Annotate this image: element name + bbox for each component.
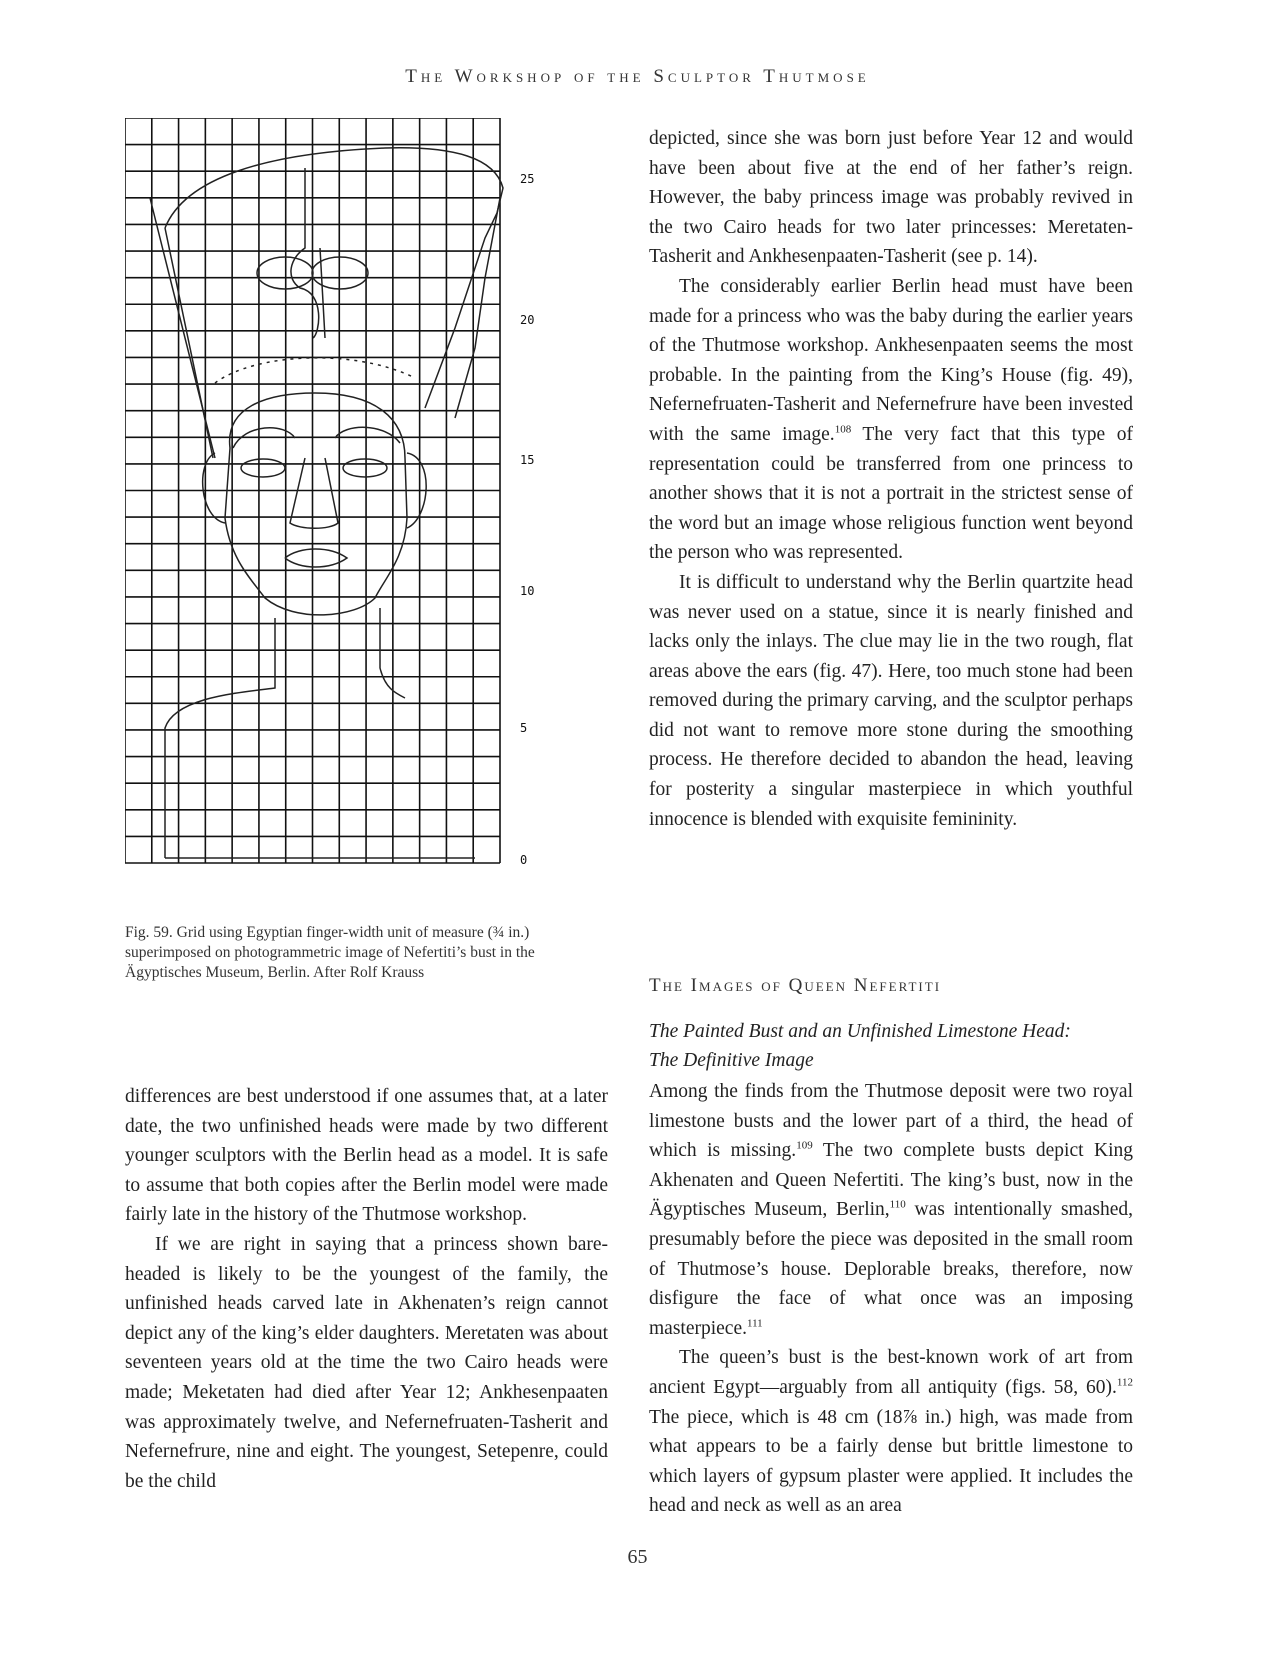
face-outline: [225, 393, 407, 615]
footnote-ref: 109: [796, 1139, 813, 1152]
grid-label-15: 15: [520, 453, 535, 467]
figure-grid-bust: [125, 118, 645, 918]
grid-label-0: 0: [520, 853, 528, 867]
paragraph: differences are best understood if one assumes that, at a later date, the two unfinished heads were made by two different younger sculptors with the Berlin head as a model. It is safe to assume that both copies after the Berlin model were made fairly late in the history of the Thutmose workshop.: [125, 1086, 608, 1226]
paragraph: Among the finds from the Thutmose deposit were two royal limestone busts and the lower part of a third, the head of which is missing.$^{109}$ The two complete busts depict King Akhenaten and Queen Nefertiti. The king’s bust, now in the Ägyptisches Museum, Berlin,$^{110}$ was intentionally smashed, presumably before the piece was deposited in the small room of Thutmose’s house. Deplorable breaks, therefore, now disfigure the face of what once was an imposing masterpiece.$^{111}$: [649, 1081, 1133, 1339]
grid-drawing: [125, 118, 645, 868]
uraeus: [291, 168, 325, 338]
footnote-ref: 110: [889, 1198, 906, 1211]
page-number: 65: [627, 1546, 648, 1568]
figure-caption: Fig. 59. Grid using Egyptian finger-width unit of measure (¾ in.) superimposed on photogrammetric image of Nefertiti’s bust in the Ägyptisches Museum, Berlin. After Rolf Krauss: [125, 924, 535, 981]
paragraph: depicted, since she was born just before Year 12 and would have been about five at the end of her father’s reign. However, the baby princess image was probably revived in the two Cairo heads for two later princesses: Meretaten-Tasherit and Ankhesenpaaten-Tasherit (see p. 14).: [649, 128, 1133, 268]
right-column-top: [649, 124, 1133, 834]
running-head: The Workshop of the Sculptor Thutmose: [405, 66, 870, 87]
diadem-band: [215, 358, 415, 383]
right-column-bottom: [649, 1077, 1133, 1521]
mouth: [285, 549, 347, 567]
footnote-ref: 112: [1116, 1376, 1133, 1389]
left-column: [125, 1082, 608, 1496]
grid-label-5: 5: [520, 721, 528, 735]
subheading: The Painted Bust and an Unfinished Limestone Head: The Definitive Image: [649, 1021, 1071, 1071]
footnote-ref: 111: [747, 1317, 763, 1330]
paragraph: The considerably earlier Berlin head must have been made for a princess who was the baby during the earlier years of the Thutmose workshop. Ankhesenpaaten seems the most probable. In the painting from the King’s House (fig. 49), Nefernefruaten-Tasherit and Nefernefrure have been invested with the same image.$^{108}$ The very fact that this type of representation could be transferred from one princess to another shows that it is not a portrait in the strictest sense of the word but an image whose religious function went beyond the person who was represented.: [649, 275, 1133, 564]
paragraph: The queen’s bust is the best-known work of art from ancient Egypt—arguably from all antiquity (figs. 58, 60).$^{112}$ The piece, which is 48 cm (18⅞ in.) high, was made from what appears to be a fairly dense but brittle limestone to which layers of gypsum plaster were applied. It includes the head and neck as well as an area: [649, 1347, 1133, 1517]
paragraph: If we are right in saying that a princess shown bare-headed is likely to be the youngest of the family, the unfinished heads carved late in Akhenaten’s reign cannot depict any of the king’s elder daughters. Meretaten was about seventeen years old at the time the two Cairo heads were made; Meketaten had died after Year 12; Ankhesenpaaten was approximately twelve, and Nefernefruaten-Tasherit and Nefernefrure, nine and eight. The youngest, Setepenre, could be the child: [125, 1233, 608, 1492]
right-brow: [335, 427, 400, 443]
footnote-ref: 108: [834, 423, 852, 436]
paragraph: It is difficult to understand why the Berlin quartzite head was never used on a statue, since it is nearly finished and lacks only the inlays. The clue may lie in the two rough, flat areas above the ears (fig. 47). Here, too much stone had been removed during the primary carving, and the sculptor perhaps did not want to remove more stone during the smoothing process. He therefore decided to abandon the head, leaving for posterity a singular masterpiece in which youthful innocence is blended with exquisite femininity.: [649, 571, 1133, 830]
grid-label-10: 10: [520, 584, 535, 598]
right-eye: [343, 459, 387, 477]
left-eye: [241, 459, 285, 477]
grid-label-25: 25: [520, 172, 535, 186]
section-heading: The Images of Queen Nefertiti: [649, 975, 942, 996]
grid-label-20: 20: [520, 313, 535, 327]
